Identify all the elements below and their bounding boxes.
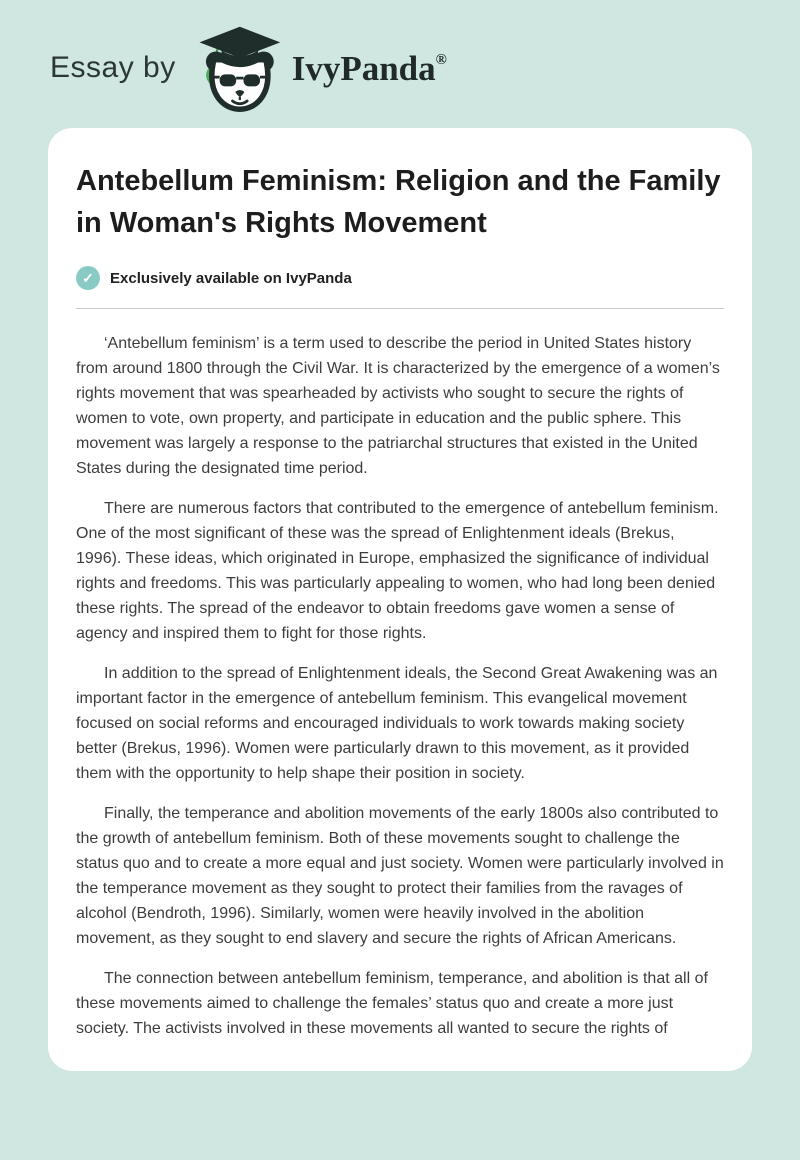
check-icon: ✓	[76, 266, 100, 290]
essay-paragraph: There are numerous factors that contributed to the emergence of antebellum feminism. One of the most significant of these was the spread of Enlightenment ideals (Brekus, 1996). These ideas, which originated in Europe, emphasized the significance of individual rights and freedoms. This was particularly appealing to women, who had long been denied these rights. The spread of the endeavor to obtain freedoms gave women a sense of agency and inspired them to fight for those rights.	[76, 500, 719, 642]
essay-by-label: Essay by	[50, 51, 176, 84]
panda-graduate-logo-icon	[192, 24, 284, 112]
sunglasses-left-lens	[219, 74, 236, 86]
essay-body	[76, 331, 724, 1041]
registered-trademark-symbol: ®	[435, 51, 447, 68]
essay-paragraph: Finally, the temperance and abolition movements of the early 1800s also contributed to the growth of antebellum feminism. Both of these movements sought to challenge the status quo and to create a more equal and just society. Women were particularly involved in the temperance movement as they sought to protect their families from the ravages of alcohol (Bendroth, 1996). Similarly, women were heavily involved in the abolition movement, as they sought to end slavery and secure the rights of African Americans.	[76, 805, 724, 947]
site-header	[0, 0, 800, 128]
divider	[76, 308, 724, 309]
essay-card	[48, 128, 752, 1071]
page-title: Antebellum Feminism: Religion and the Family in Woman's Rights Movement	[76, 165, 721, 239]
sunglasses-right-lens	[243, 74, 260, 86]
essay-paragraph: In addition to the spread of Enlightenment ideals, the Second Great Awakening was an important factor in the emergence of antebellum feminism. This evangelical movement focused on social reforms and encouraged individuals to work towards making society better (Brekus, 1996). Women were particularly drawn to this movement, as it provided them with the opportunity to help shape their position in society.	[76, 665, 718, 782]
essay-paragraph: The connection between antebellum feminism, temperance, and abolition is that all of these movements aimed to challenge the females’ status quo and create a more just society. The activists involved in these movements all wanted to secure the rights of	[76, 970, 708, 1037]
essay-paragraph: ‘Antebellum feminism’ is a term used to describe the period in United States history from around 1800 through the Civil War. It is characterized by the emergence of a women’s rights movement that was spearheaded by activists who sought to secure the rights of women to vote, own property, and participate in education and the public sphere. This movement was largely a response to the patriarchal structures that existed in the United States during the designated time period.	[76, 335, 720, 477]
brand-name: IvyPanda	[291, 48, 436, 88]
ivypanda-logo-link[interactable]	[192, 24, 447, 112]
availability-badge	[76, 266, 724, 290]
panda-head	[212, 63, 268, 110]
brand-wordmark	[291, 48, 447, 88]
availability-badge-label: Exclusively available on IvyPanda	[110, 269, 352, 287]
